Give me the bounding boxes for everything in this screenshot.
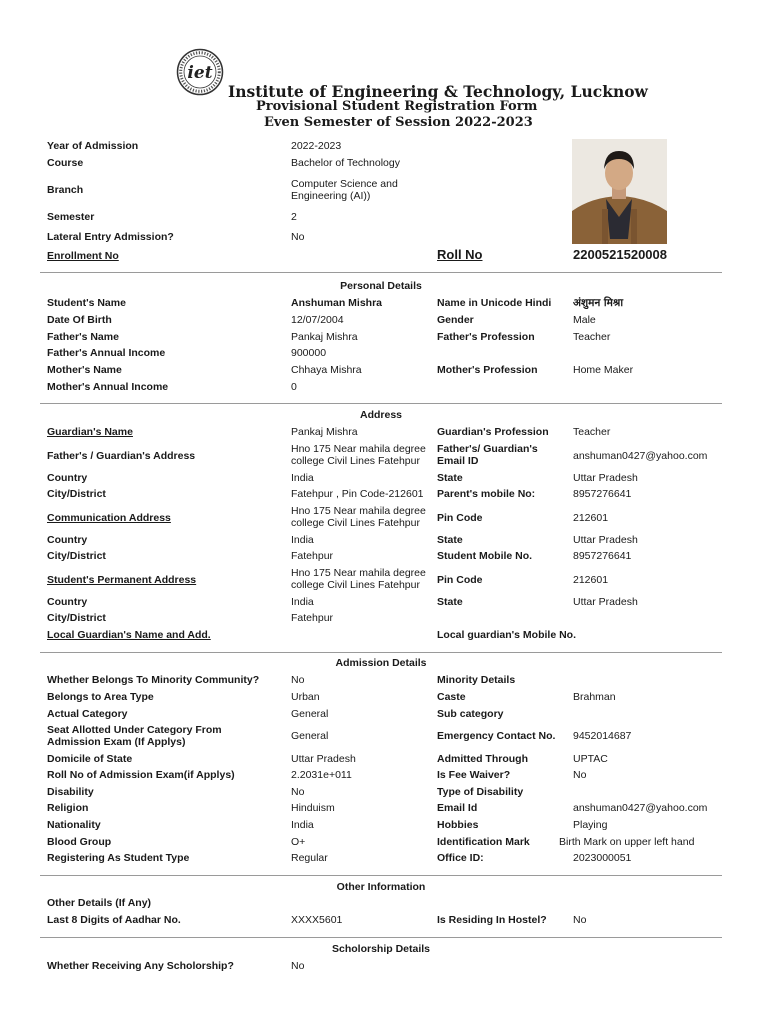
local-guardian-label: Local Guardian's Name and Add. (47, 629, 211, 641)
other-details-label: Other Details (If Any) (47, 897, 152, 909)
form-title: Provisional Student Registration Form (256, 99, 538, 114)
dob-value: 12/07/2004 (291, 314, 344, 326)
caste-label: Caste (437, 691, 466, 703)
aadhar-label: Last 8 Digits of Aadhar No. (47, 914, 181, 926)
semester-label: Semester (47, 211, 95, 223)
state-label: State (437, 596, 463, 608)
guardian-name-label: Guardian's Name (47, 426, 133, 438)
mother-name-value: Chhaya Mishra (291, 364, 362, 376)
minority-value: No (291, 674, 305, 686)
fg-address-value: Hno 175 Near mahila degree college Civil Lines Fatehpur (291, 443, 426, 467)
country-label: Country (47, 534, 88, 546)
country-value: India (291, 534, 314, 546)
communication-address-value: Hno 175 Near mahila degree college Civil Lines Fatehpur (291, 505, 426, 529)
hobbies-value: Playing (573, 819, 608, 831)
religion-value: Hinduism (291, 802, 335, 814)
seat-category-label: Seat Allotted Under Category From Admission Exam (If Applys) (47, 724, 222, 748)
subcategory-label: Sub category (437, 708, 504, 720)
unicode-name-value: अंशुमन मिश्रा (573, 297, 624, 309)
section-admission-title: Admission Details (335, 657, 427, 669)
local-guardian-mobile-label: Local guardian's Mobile No. (437, 629, 577, 641)
admitted-through-label: Admitted Through (437, 753, 528, 765)
fg-address-label: Father's / Guardian's Address (47, 450, 196, 462)
father-income-label: Father's Annual Income (47, 347, 166, 359)
city-value: Fatehpur , Pin Code-212601 (291, 488, 424, 500)
mother-profession-label: Mother's Profession (437, 364, 538, 376)
lateral-value: No (291, 231, 305, 243)
rollno-label: Roll No (437, 247, 483, 262)
institute-logo (176, 48, 224, 96)
religion-label: Religion (47, 802, 89, 814)
pin-code-value: 212601 (573, 574, 609, 586)
office-id-label: Office ID: (437, 852, 484, 864)
city-label: City/District (47, 612, 106, 624)
lateral-label: Lateral Entry Admission? (47, 231, 174, 243)
identification-mark-label: Identification Mark (437, 836, 530, 848)
category-label: Actual Category (47, 708, 128, 720)
guardian-profession-value: Teacher (573, 426, 611, 438)
semester-value: 2 (291, 211, 297, 223)
office-id-value: 2023000051 (573, 852, 632, 864)
blood-group-value: O+ (291, 836, 306, 848)
enrollment-label: Enrollment No (47, 250, 119, 262)
year-value: 2022-2023 (291, 140, 342, 152)
svg-text:iet: iet (187, 63, 213, 83)
disability-label: Disability (47, 786, 94, 798)
city-label: City/District (47, 488, 106, 500)
section-other-title: Other Information (336, 881, 426, 893)
student-type-label: Registering As Student Type (47, 852, 190, 864)
divider (40, 937, 722, 938)
course-value: Bachelor of Technology (291, 157, 400, 169)
pin-code-label: Pin Code (437, 512, 483, 524)
domicile-label: Domicile of State (47, 753, 133, 765)
category-value: General (291, 708, 329, 720)
institute-name: Institute of Engineering & Technology, Lucknow (228, 82, 648, 101)
country-label: Country (47, 596, 88, 608)
student-mobile-label: Student Mobile No. (437, 550, 533, 562)
student-photo (572, 139, 667, 244)
student-name-value: Anshuman Mishra (291, 297, 383, 309)
aadhar-value: XXXX5601 (291, 914, 343, 926)
guardian-email-label: Father's/ Guardian's Email ID (437, 443, 538, 467)
guardian-name-value: Pankaj Mishra (291, 426, 358, 438)
hostel-value: No (573, 914, 587, 926)
emergency-contact-label: Emergency Contact No. (437, 730, 556, 742)
exam-roll-label: Roll No of Admission Exam(if Applys) (47, 769, 235, 781)
branch-value: Computer Science and Engineering (AI)) (291, 178, 398, 202)
caste-value: Brahman (573, 691, 616, 703)
blood-group-label: Blood Group (47, 836, 112, 848)
unicode-name-label: Name in Unicode Hindi (437, 297, 552, 309)
domicile-value: Uttar Pradesh (291, 753, 356, 765)
rollno-value: 2200521520008 (573, 247, 667, 262)
emergency-contact-value: 9452014687 (573, 730, 632, 742)
student-mobile-value: 8957276641 (573, 550, 632, 562)
mother-income-value: 0 (291, 381, 297, 393)
gender-value: Male (573, 314, 596, 326)
admitted-through-value: UPTAC (573, 753, 608, 765)
communication-address-label: Communication Address (47, 512, 171, 524)
state-label: State (437, 534, 463, 546)
section-scholarship-title: Scholorship Details (331, 943, 431, 955)
mother-profession-value: Home Maker (573, 364, 634, 376)
email-id-value: anshuman0427@yahoo.com (573, 802, 708, 814)
father-profession-label: Father's Profession (437, 331, 535, 343)
nationality-label: Nationality (47, 819, 101, 831)
minority-details-label: Minority Details (437, 674, 516, 686)
year-label: Year of Admission (47, 140, 139, 152)
section-address-title: Address (359, 409, 402, 421)
parent-mobile-label: Parent's mobile No: (437, 488, 536, 500)
country-label: Country (47, 472, 88, 484)
state-value: Uttar Pradesh (573, 534, 638, 546)
city-label: City/District (47, 550, 106, 562)
seat-category-value: General (291, 730, 329, 742)
father-name-value: Pankaj Mishra (291, 331, 358, 343)
country-value: India (291, 596, 314, 608)
area-value: Urban (291, 691, 320, 703)
fee-waiver-value: No (573, 769, 587, 781)
fee-waiver-label: Is Fee Waiver? (437, 769, 511, 781)
scholarship-value: No (291, 960, 305, 972)
state-label: State (437, 472, 463, 484)
minority-label: Whether Belongs To Minority Community? (47, 674, 260, 686)
student-type-value: Regular (291, 852, 328, 864)
state-value: Uttar Pradesh (573, 596, 638, 608)
father-profession-value: Teacher (573, 331, 611, 343)
gender-label: Gender (437, 314, 474, 326)
permanent-address-label: Student's Permanent Address (47, 574, 197, 586)
guardian-profession-label: Guardian's Profession (437, 426, 549, 438)
disability-value: No (291, 786, 305, 798)
student-name-label: Student's Name (47, 297, 126, 309)
country-value: India (291, 472, 314, 484)
divider (40, 652, 722, 653)
identification-mark-value: Birth Mark on upper left hand (559, 836, 695, 848)
pin-code-label: Pin Code (437, 574, 483, 586)
exam-roll-value: 2.2031e+011 (291, 769, 352, 781)
disability-type-label: Type of Disability (437, 786, 524, 798)
course-label: Course (47, 157, 84, 169)
permanent-address-value: Hno 175 Near mahila degree college Civil Lines Fatehpur (291, 567, 426, 591)
guardian-email-value: anshuman0427@yahoo.com (573, 450, 708, 462)
divider (40, 875, 722, 876)
session-title: Even Semester of Session 2022-2023 (264, 115, 533, 130)
city-value: Fatehpur (291, 612, 334, 624)
divider (40, 403, 722, 404)
area-label: Belongs to Area Type (47, 691, 154, 703)
hostel-label: Is Residing In Hostel? (437, 914, 547, 926)
parent-mobile-value: 8957276641 (573, 488, 632, 500)
father-income-value: 900000 (291, 347, 327, 359)
pin-code-value: 212601 (573, 512, 609, 524)
state-value: Uttar Pradesh (573, 472, 638, 484)
branch-label: Branch (47, 184, 84, 196)
city-value: Fatehpur (291, 550, 334, 562)
scholarship-label: Whether Receiving Any Scholorship? (47, 960, 234, 972)
email-id-label: Email Id (437, 802, 478, 814)
mother-name-label: Mother's Name (47, 364, 122, 376)
section-personal-title: Personal Details (340, 280, 422, 292)
divider (40, 272, 722, 273)
dob-label: Date Of Birth (47, 314, 112, 326)
mother-income-label: Mother's Annual Income (47, 381, 169, 393)
nationality-value: India (291, 819, 314, 831)
hobbies-label: Hobbies (437, 819, 479, 831)
father-name-label: Father's Name (47, 331, 119, 343)
